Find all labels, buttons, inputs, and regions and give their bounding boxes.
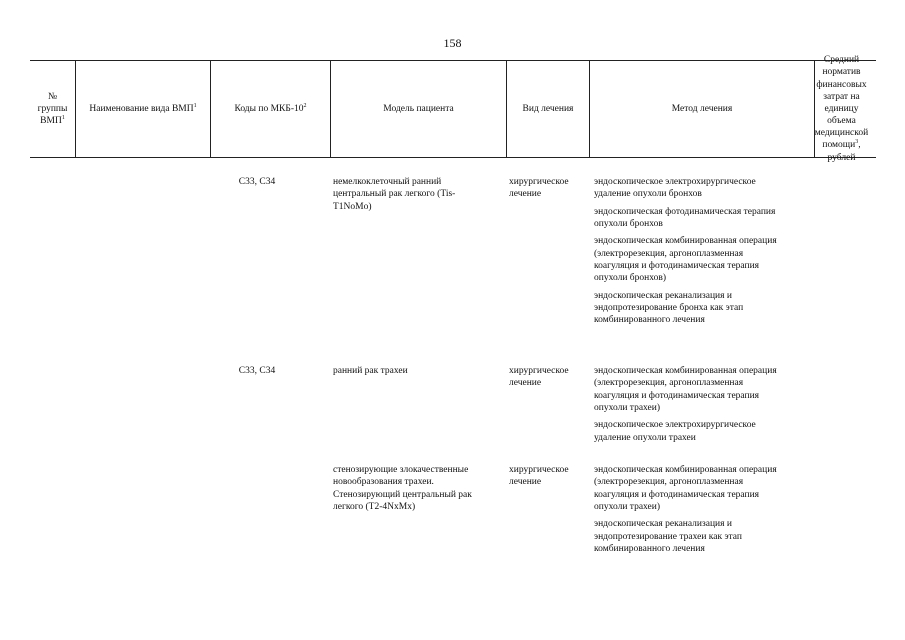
list-item: эндоскопическая фотодинамическая терапия опухоли бронхов	[594, 206, 776, 230]
header-treatment-type	[507, 61, 590, 157]
header-average-cost-label: Средний норматив финансовых затрат на единицу объема медицинской помощи	[814, 55, 869, 151]
row-3-methods	[594, 464, 790, 560]
row-2-patient-model: ранний рак трахеи	[333, 366, 408, 376]
footnote-marker: 3	[855, 139, 859, 146]
header-patient-model	[331, 61, 507, 157]
header-icd-codes	[211, 61, 331, 157]
row-3-patient-model: стенозирующие злокачественные новообразования трахеи. Стенозирующий центральный рак легкого (T2-4NxMx)	[333, 465, 472, 513]
header-average-cost-unit: , рублей	[827, 140, 861, 163]
header-vmp-name	[76, 61, 211, 157]
header-average-cost	[814, 55, 876, 163]
list-item: эндоскопическое электрохирургическое удаление опухоли бронхов	[594, 177, 756, 200]
header-icd-codes-label: Коды по МКБ-10	[234, 103, 304, 114]
page-number: 158	[443, 36, 462, 50]
list-item: эндоскопическая комбинированная операция (электрорезекция, аргоноплазменная коагуляция и фотодинамическая терапия опухоли бронхов)	[594, 236, 777, 284]
list-item: эндоскопическая реканализация и эндопротезирование бронха как этап комбинированного лечения	[594, 290, 744, 326]
header-patient-model-label: Модель пациента	[383, 103, 454, 114]
header-treatment-type-label: Вид лечения	[522, 103, 574, 114]
row-1-methods	[594, 176, 790, 332]
footnote-marker: 1	[61, 114, 65, 121]
table-header	[30, 55, 876, 163]
header-group-number-label: № группы ВМП	[37, 91, 68, 127]
footnote-marker: 1	[193, 102, 197, 109]
list-item: эндоскопическое электрохирургическое удаление опухоли трахеи	[594, 420, 756, 443]
row-1-icd-codes: C33, C34	[238, 177, 276, 187]
row-2-methods	[594, 365, 790, 449]
header-treatment-method	[590, 61, 815, 157]
list-item: эндоскопическая комбинированная операция (электрорезекция, аргоноплазменная коагуляция и фотодинамическая терапия опухоли трахеи)	[594, 465, 777, 513]
row-1-patient-model: немелкоклеточный ранний центральный рак легкого (Tis-T1NoMo)	[333, 177, 456, 212]
header-vmp-name-label: Наименование вида ВМП	[89, 103, 194, 114]
header-treatment-method-label: Метод лечения	[671, 103, 733, 114]
list-item: эндоскопическая комбинированная операция (электрорезекция, аргоноплазменная коагуляция и фотодинамическая терапия опухоли трахеи)	[594, 366, 777, 414]
header-group-number	[30, 61, 76, 157]
row-2-treatment-type: хирургическое лечение	[509, 366, 569, 389]
list-item: эндоскопическая реканализация и эндопротезирование трахеи как этап комбинированного лечения	[594, 519, 742, 555]
row-2-icd-codes: C33, C34	[238, 366, 276, 376]
footnote-marker: 2	[303, 102, 307, 109]
row-1-treatment-type: хирургическое лечение	[509, 177, 569, 200]
row-3-treatment-type: хирургическое лечение	[509, 465, 569, 488]
